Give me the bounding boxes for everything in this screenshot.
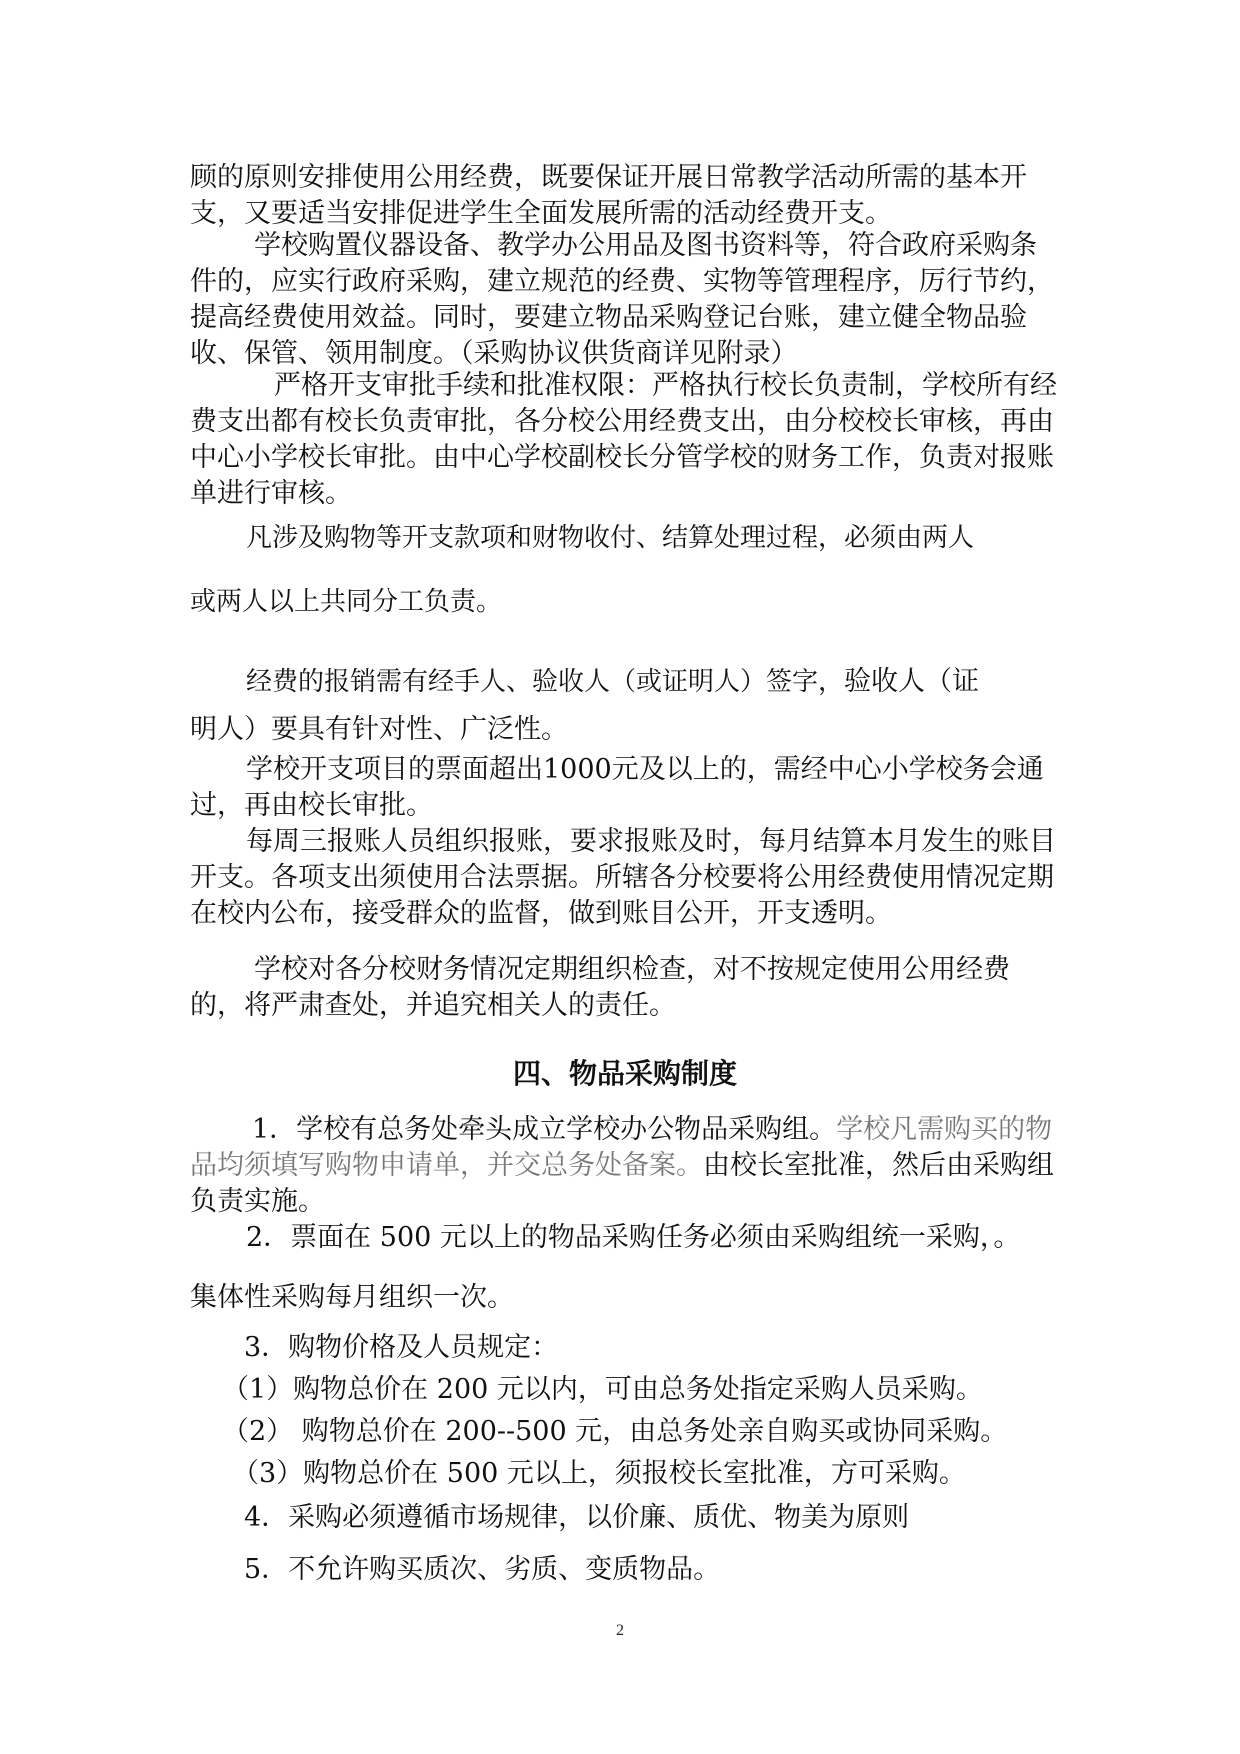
paragraph-two-person-rule-line1: 凡涉及购物等开支款项和财物收付、结算处理过程，必须由两人 — [246, 523, 975, 553]
item-3-price-rules: 3．购物价格及人员规定： — [244, 1332, 559, 1363]
item-4-market-rules: 4．采购必须遵循市场规律，以价廉、质优、物美为原则 — [244, 1502, 910, 1533]
item-5-no-inferior-goods: 5．不允许购买质次、劣质、变质物品。 — [244, 1554, 721, 1585]
item-3-sub-3: （3）购物总价在 500 元以上，须报校长室批准，方可采购。 — [232, 1458, 966, 1489]
item-1-part-b: 学校凡需购买的物品均须填写购物申请单，并交总务处备案。 — [190, 1114, 1053, 1181]
item-3-sub-1: （1）购物总价在 200 元以内，可由总务处指定采购人员采购。 — [222, 1374, 983, 1405]
paragraph-approval-authority: 严格开支审批手续和批准权限：严格执行校长负责制，学校所有经费支出都有校长负责审批，各分校公用经费支出，由分校校长审核，再由中心小学校长审批。由中心学校副校长分管学校的财务工作，负责对报账单进行审核。 — [190, 370, 1057, 509]
item-1-part-c: 由校长室批准，然后由采购组负责实施。 — [190, 1150, 1054, 1217]
paragraph-procurement-equipment: 学校购置仪器设备、教学办公用品及图书资料等，符合政府采购条件的，应实行政府采购，建立规范的经费、实物等管理程序，厉行节约，提高经费使用效益。同时，要建立物品采购登记台账，建立健全物品验收、保管、领用制度。（采购协议供货商详见附录） — [190, 230, 1054, 369]
item-1-part-a: 1．学校有总务处牵头成立学校办公物品采购组。 — [252, 1114, 837, 1145]
paragraph-expense-threshold: 学校开支项目的票面超出1000元及以上的，需经中心小学校务会通过，再由校长审批。 — [190, 754, 1044, 821]
item-3-sub-2: （2） 购物总价在 200--500 元，由总务处亲自购买或协同采购。 — [222, 1416, 1008, 1447]
paragraph-two-person-rule-line2: 或两人以上共同分工负责。 — [190, 587, 503, 617]
page-number: 2 — [616, 1622, 624, 1639]
paragraph-reimbursement-signature-line1 — [190, 664, 1060, 700]
paragraph-public-funds-principle: 顾的原则安排使用公用经费，既要保证开展日常教学活动所需的基本开支，又要适当安排促进学生全面发展所需的活动经费开支。 — [190, 162, 1027, 229]
reimbursement-signature-text: 经费的报销需有经手人、验收人（或证明人）签字， — [246, 667, 845, 697]
paragraph-weekly-reimbursement: 每周三报账人员组织报账，要求报账及时，每月结算本月发生的账目开支。各项支出须使用合法票据。所辖各分校要将公用经费使用情况定期在校内公布，接受群众的监督，做到账目公开，开支透明。 — [190, 826, 1056, 929]
item-2-line1: 2．票面在 500 元以上的物品采购任务必须由采购组统一采购，。 — [246, 1222, 1021, 1253]
item-1-procurement-group — [190, 1112, 1060, 1220]
section-heading-procurement: 四、物品采购制度 — [512, 1057, 737, 1090]
item-2-line2: 集体性采购每月组织一次。 — [190, 1282, 514, 1313]
paragraph-financial-inspection: 学校对各分校财务情况定期组织检查，对不按规定使用公用经费的，将严肃查处，并追究相关人的责任。 — [190, 954, 1010, 1021]
reimbursement-witness-text: 验收人（证 — [844, 666, 980, 697]
paragraph-reimbursement-signature-line2: 明人）要具有针对性、广泛性。 — [190, 714, 568, 745]
